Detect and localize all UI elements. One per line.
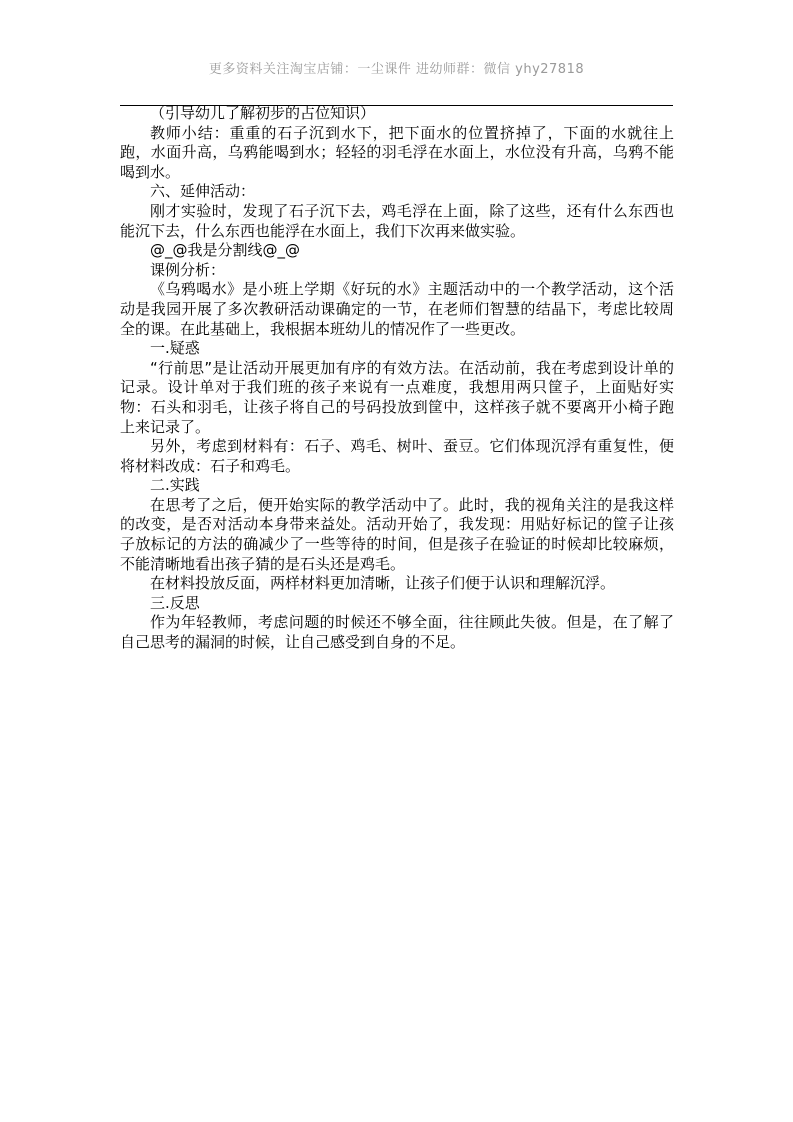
section-heading: 二.实践 [150, 476, 200, 495]
section-heading: 六、延伸活动： [150, 182, 256, 201]
document-body [120, 104, 674, 653]
paragraph: 在材料投放反面，两样材料更加清晰，让孩子们便于认识和理解沉浮。 [150, 574, 616, 593]
paragraph: （引导幼儿了解初步的占位知识） [150, 104, 376, 122]
paragraph: “行前思”是让活动开展更加有序的有效方法。在活动前，我在考虑到设计单的记录。设计单对于我们班的孩子来说有一点难度，我想用两只筐子，上面贴好实物：石头和羽毛，让孩子将自己的号码投放到筐中，这样孩子就不要离开小椅子跑上来记录了。 [120, 358, 674, 436]
divider-text: @_@我是分割线@_@ [150, 241, 301, 260]
section-heading: 三.反思 [150, 593, 200, 612]
paragraph: 刚才实验时，发现了石子沉下去，鸡毛浮在上面，除了这些，还有什么东西也能沉下去，什么东西也能浮在水面上，我们下次再来做实验。 [120, 201, 674, 240]
paragraph: 《乌鸦喝水》是小班上学期《好玩的水》主题活动中的一个教学活动，这个活动是我园开展了多次教研活动课确定的一节，在老师们智慧的结晶下，考虑比较周全的课。在此基础上，我根据本班幼儿的情况作了一些更改。 [120, 280, 674, 338]
paragraph: 另外，考虑到材料有：石子、鸡毛、树叶、蚕豆。它们体现沉浮有重复性，便将材料改成：石子和鸡毛。 [120, 437, 674, 475]
section-heading: 课例分析： [150, 260, 226, 279]
paragraph: 教师小结：重重的石子沉到水下，把下面水的位置挤掉了，下面的水就往上跑，水面升高，乌鸦能喝到水；轻轻的羽毛浮在水面上，水位没有升高，乌鸦不能喝到水。 [120, 123, 674, 181]
paragraph: 作为年轻教师，考虑问题的时候还不够全面，往往顾此失彼。但是，在了解了自己思考的漏洞的时候，让自己感受到自身的不足。 [120, 613, 674, 652]
header-note: 更多资料关注淘宝店铺：一尘课件 进幼师群：微信 yhy27818 [208, 62, 585, 77]
paragraph: 在思考了之后，便开始实际的教学活动中了。此时，我的视角关注的是我这样的改变，是否对活动本身带来益处。活动开始了，我发现：用贴好标记的筐子让孩子放标记的方法的确减少了一些等待的时间，但是孩子在验证的时候却比较麻烦，不能清晰地看出孩子猜的是石头还是鸡毛。 [120, 495, 674, 573]
section-heading: 一.疑惑 [150, 339, 200, 358]
